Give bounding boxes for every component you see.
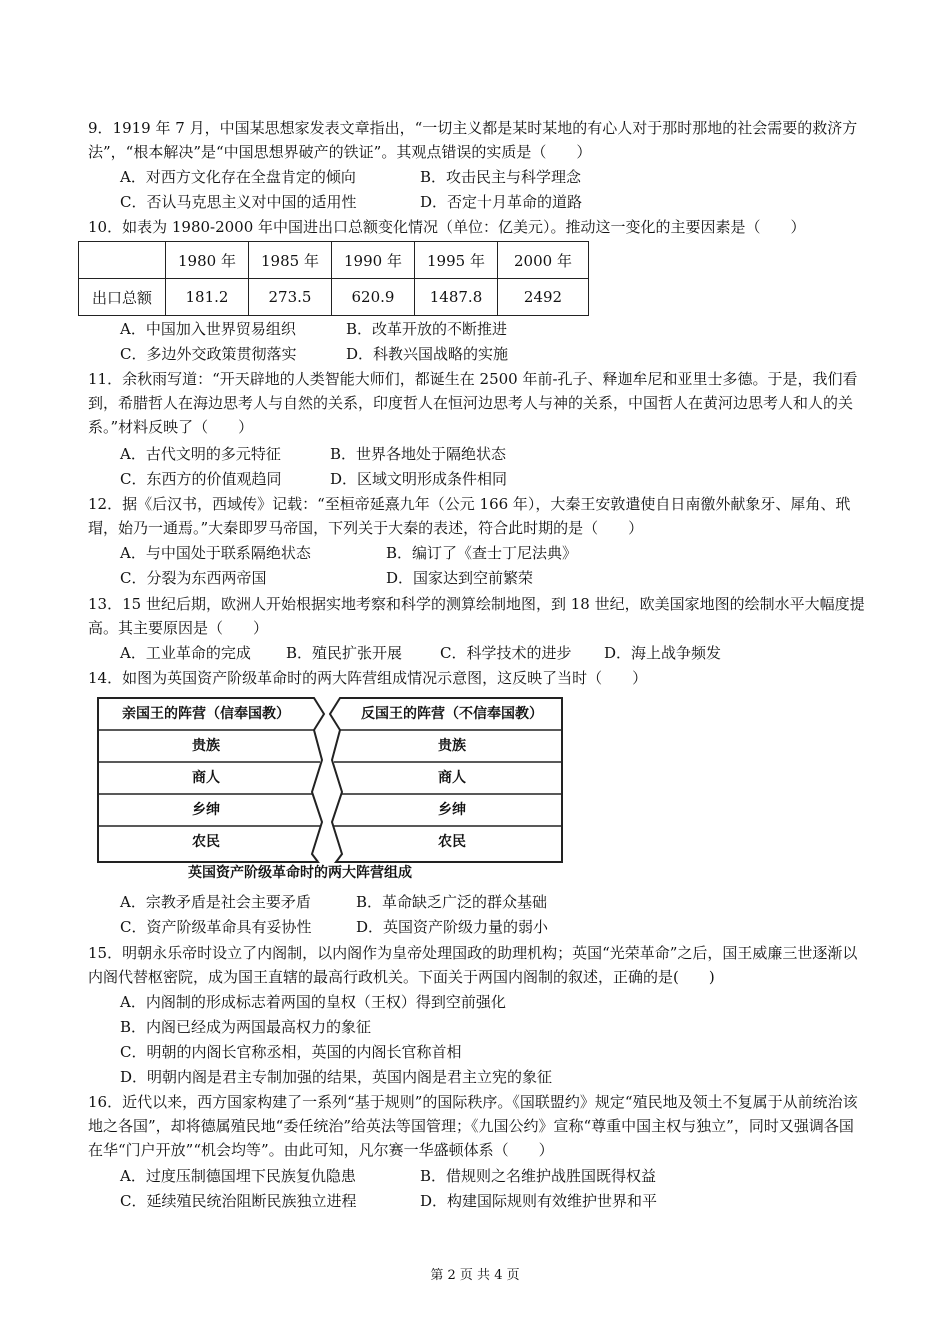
table-cell: 620.9 [332,279,415,316]
question-16-option-b: B．借规则之名维护战胜国既得权益 [420,1167,657,1185]
question-14-option-c: C．资产阶级革命具有妥协性 [120,918,312,936]
question-9-option-b: B．攻击民主与科学理念 [420,168,582,186]
right-camp-row: 商人 [438,770,466,786]
left-camp-row: 农民 [192,834,220,850]
question-10-option-c: C．多边外交政策贯彻落实 [120,345,297,363]
table-header-cell: 1990 年 [332,242,415,279]
question-9-stem: 9．1919 年 7 月，中国某思想家发表文章指出，“一切主义都是某时某地的有心人对于那时那地的社会需要的救济方法”，“根本解决”是“中国思想界破产的铁证”。其观点错误的实质是（ ） [88,119,858,161]
question-15-option-c: C．明朝的内阁长官称丞相，英国的内阁长官称首相 [120,1043,462,1061]
question-11-stem: 11．余秋雨写道：“开天辟地的人类智能大师们，都诞生在 2500 年前-孔子、释迦牟尼和亚里士多德。于是，我们看到，希腊哲人在海边思考人与自然的关系，印度哲人在恒河边思考人与神的关系，中国哲人在黄河边思考人和人的关系。”材料反映了（ ） [88,370,858,436]
question-12-option-a: A．与中国处于联系隔绝状态 [120,544,311,562]
question-11-option-c: C．东西方的价值观趋同 [120,470,282,488]
right-camp-row: 农民 [438,834,466,850]
page-footer: 第 2 页 共 4 页 [430,1268,520,1283]
left-camp-row: 乡绅 [192,802,220,818]
table-row-label: 出口总额 [79,279,166,316]
question-12-option-d: D．国家达到空前繁荣 [386,569,534,587]
right-camp-row: 贵族 [438,738,466,754]
camps-diagram [96,694,564,878]
question-10-stem: 10．如表为 1980-2000 年中国进出口总额变化情况（单位：亿美元）。推动这一变化的主要因素是（ ） [88,218,806,236]
question-9-option-a: A．对西方文化存在全盘肯定的倾向 [120,168,356,186]
question-15-option-a: A．内阁制的形成标志着两国的皇权（王权）得到空前强化 [120,993,506,1011]
question-10-option-a: A．中国加入世界贸易组织 [120,320,296,338]
right-camp-title: 反国王的阵营（不信奉国教） [361,706,543,722]
question-13-stem: 13．15 世纪后期，欧洲人开始根据实地考察和科学的测算绘制地图，到 18 世纪，欧美国家地图的绘制水平大幅度提高。其主要原因是（ ） [88,595,865,637]
question-12-option-c: C．分裂为东西两帝国 [120,569,267,587]
question-16-stem: 16．近代以来，西方国家构建了一系列“基于规则”的国际秩序。《国联盟约》规定“殖民地及领土不复属于从前统治该地之各国”，却将德属殖民地“委任统治”给英法等国管理；《九国公约》宣称“尊重中国主权与独立”，同时又强调各国在华“门户开放”“机会均等”。由此可知，凡尔赛一华盛顿体系（ ） [88,1093,858,1159]
question-9-option-d: D．否定十月革命的道路 [420,193,583,211]
question-14-option-a: A．宗教矛盾是社会主要矛盾 [120,893,311,911]
table-cell: 1487.8 [415,279,498,316]
question-13-option-a: A．工业革命的完成 [120,644,251,662]
question-15-option-d: D．明朝内阁是君主专制加强的结果，英国内阁是君主立宪的象征 [120,1068,553,1086]
question-14-stem: 14．如图为英国资产阶级革命时的两大阵营组成情况示意图，这反映了当时（ ） [88,669,648,687]
table-header-row [79,242,589,279]
question-9-option-c: C．否认马克思主义对中国的适用性 [120,193,357,211]
question-14-option-d: D．英国资产阶级力量的弱小 [356,918,549,936]
question-13-option-c: C．科学技术的进步 [440,644,572,662]
table-corner-cell [79,242,166,279]
question-13-option-b: B．殖民扩张开展 [286,644,403,662]
table-row [79,279,589,316]
right-camp-row: 乡绅 [438,802,466,818]
question-15-stem: 15．明朝永乐帝时设立了内阁制，以内阁作为皇帝处理国政的助理机构；英国“光荣革命”之后，国王威廉三世逐渐以内阁代替枢密院，成为国王直辖的最高行政机关。下面关于两国内阁制的叙述，正确的是( ) [88,944,858,986]
table-header-cell: 1995 年 [415,242,498,279]
question-15-option-b: B．内阁已经成为两国最高权力的象征 [120,1018,372,1036]
question-11-option-b: B．世界各地处于隔绝状态 [330,445,507,463]
diagram-caption: 英国资产阶级革命时的两大阵营组成 [188,865,412,881]
table-cell: 2492 [498,279,589,316]
table-cell: 181.2 [166,279,249,316]
table-cell: 273.5 [249,279,332,316]
question-16-option-c: C．延续殖民统治阻断民族独立进程 [120,1192,357,1210]
question-14-option-b: B．革命缺乏广泛的群众基础 [356,893,548,911]
question-11-option-a: A．古代文明的多元特征 [120,445,281,463]
table-header-cell: 1980 年 [166,242,249,279]
question-16-option-d: D．构建国际规则有效维护世界和平 [420,1192,658,1210]
table-header-cell: 1985 年 [249,242,332,279]
left-camp-row: 商人 [192,770,220,786]
question-12-option-b: B．编订了《查士丁尼法典》 [386,544,578,562]
question-10-option-b: B．改革开放的不断推进 [346,320,508,338]
question-13-option-d: D．海上战争频发 [604,644,722,662]
question-10-option-d: D．科教兴国战略的实施 [346,345,509,363]
left-camp-title: 亲国王的阵营（信奉国教） [122,706,290,722]
question-12-stem: 12．据《后汉书，西域传》记载：“至桓帝延熹九年（公元 166 年），大秦王安敦遣使自日南徼外献象牙、犀角、玳瑁，始乃一通焉。”大秦即罗马帝国，下列关于大秦的表述，符合此时期的是（ ） [88,495,851,537]
export-table [78,241,589,316]
question-11-option-d: D．区域文明形成条件相同 [330,470,508,488]
left-camp-row: 贵族 [192,738,220,754]
question-16-option-a: A．过度压制德国埋下民族复仇隐患 [120,1167,356,1185]
table-header-cell: 2000 年 [498,242,589,279]
